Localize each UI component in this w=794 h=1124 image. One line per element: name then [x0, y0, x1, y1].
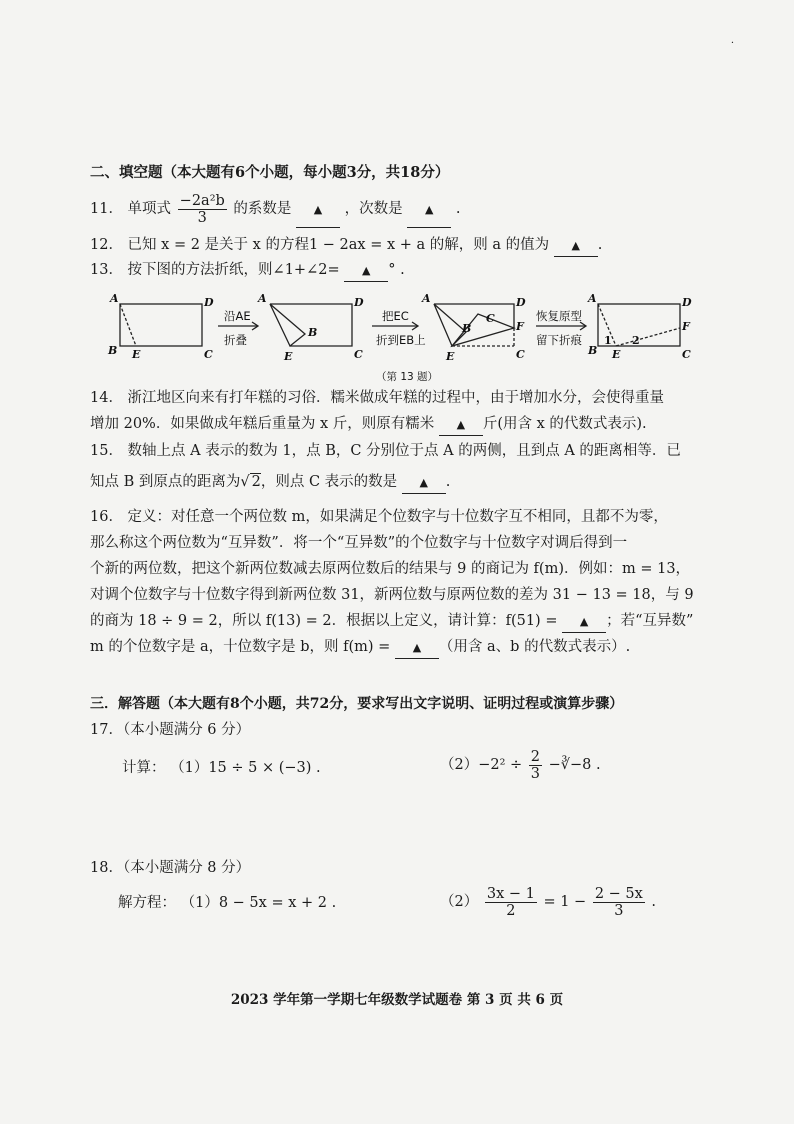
question-15-line2: 知点 B 到原点的距离为√ 2，则点 C 表示的数是 ▲ . — [90, 472, 450, 494]
fig-label-E4: E — [612, 348, 621, 361]
fig-label-A3: A — [422, 292, 431, 305]
question-16-line5 — [90, 611, 693, 633]
q18-fraction-1 — [485, 886, 537, 919]
fig-label-B1: B — [108, 344, 118, 357]
question-16-line4: 对调个位数字与十位数字得到新两位数 31，新两位数与原两位数的差为 31 − 13 = 18，与 9 — [90, 587, 694, 603]
q17-part1: （1）15 ÷ 5 × (−3) . — [170, 760, 321, 776]
fig-step1-top: 沿AE — [224, 309, 251, 323]
fig-panel3-outline — [434, 304, 514, 328]
q15-end: . — [445, 474, 451, 490]
fig-label-E2: E — [284, 350, 293, 363]
fig-step2-bottom: 折到EB上 — [376, 333, 426, 347]
fig-step3-top: 恢复原型 — [536, 309, 582, 323]
question-16-line2: 那么称这个两位数为“互异数”．将一个“互异数”的个位数字与十位数字对调后得到一 — [90, 535, 628, 551]
fig-panel2-outline — [270, 304, 352, 346]
q16-blank-2: ▲ — [395, 638, 439, 659]
q18-f2-num: 2 − 5x — [594, 885, 643, 902]
q11-frac-num: −2a²b — [179, 192, 225, 209]
question-16-line1: 16． 定义：对任意一个两位数 m，如果满足个位数字与十位数字互不相同，且都不为零， — [90, 509, 668, 525]
q17-part2 — [440, 745, 601, 785]
q18-body — [118, 888, 336, 918]
q11-end: . — [455, 201, 461, 217]
q18-part1: （1）8 − 5x = x + 2 . — [180, 895, 337, 911]
fig-label-D3: D — [516, 296, 526, 309]
q11-prefix: 11． 单项式 — [90, 201, 172, 217]
fig-label-D2: D — [354, 296, 364, 309]
q18-f1-den: 2 — [506, 902, 516, 919]
question-11 — [90, 192, 460, 226]
fig-label-D4: D — [682, 296, 692, 309]
q15-line2-b: ，则点 C 表示的数是 — [260, 474, 398, 490]
fig-label-E3: E — [446, 350, 455, 363]
question-14-line1: 14． 浙江地区向来有打年糕的习俗．糯米做成年糕的过程中，由于增加水分，会使得重量 — [90, 390, 665, 406]
fig-label-C1: C — [204, 348, 213, 361]
q18-part2-a: （2） — [440, 894, 479, 910]
fig-label-C3: C — [516, 348, 525, 361]
corner-mark: · — [730, 38, 734, 49]
fig-label-C4: C — [682, 348, 691, 361]
q17-frac-num: 2 — [530, 748, 541, 765]
q18-f1-num: 3x − 1 — [486, 885, 535, 902]
fig-step1-bottom: 折叠 — [224, 333, 247, 347]
section3-heading: 三．解答题（本大题有8个小题，共72分，要求写出文字说明、证明过程或演算步骤） — [90, 696, 624, 712]
q11-mid: 的系数是 — [233, 201, 292, 217]
fig-panel1-rect — [120, 304, 202, 346]
q12-blank: ▲ — [554, 236, 598, 257]
q12-text: 12． 已知 x = 2 是关于 x 的方程1 − 2ax = x + a 的解，则 a 的值为 — [90, 237, 550, 253]
fig-label-B3: B — [462, 322, 472, 335]
fig-panel4-crease2 — [616, 328, 680, 346]
fig-label-A1: A — [110, 292, 119, 305]
figure-13-folding-diagram — [100, 292, 700, 390]
q16-line6-a: m 的个位数字是 a，十位数字是 b，则 f(m) = — [90, 639, 391, 655]
q13-blank: ▲ — [344, 261, 388, 282]
question-16-line6 — [90, 637, 630, 659]
fig-label-C2: C — [354, 348, 363, 361]
q17-frac-den: 3 — [530, 765, 541, 782]
q17-part2-a: （2）−2² ÷ — [440, 757, 523, 773]
fig-label-E1: E — [132, 348, 141, 361]
q13-end: ° . — [388, 262, 405, 278]
fig-label-F4: F — [682, 320, 690, 333]
q18-part2 — [440, 880, 656, 924]
q14-blank: ▲ — [439, 415, 483, 436]
fig-label-D1: D — [204, 296, 214, 309]
q11-blank-2: ▲ — [407, 193, 451, 228]
fig-angle-2: 2 — [632, 334, 640, 347]
fig-angle-1: 1 — [604, 334, 612, 347]
q16-line5-b: ；若“互异数” — [606, 613, 694, 629]
question-13 — [90, 260, 405, 282]
fig-step3-bottom: 留下折痕 — [536, 333, 582, 347]
q18-fraction-2 — [593, 886, 645, 919]
q18-part2-end: . — [651, 894, 657, 910]
q11-mid2: ，次数是 — [344, 201, 403, 217]
question-14-line2 — [90, 414, 647, 436]
fig-panel1-crease — [120, 304, 136, 346]
q16-blank-1: ▲ — [562, 612, 606, 633]
q18-title: 18．（本小题满分 8 分） — [90, 860, 251, 876]
fig-label-A4: A — [588, 292, 597, 305]
q14-line2-b: 斤(用含 x 的代数式表示). — [482, 416, 647, 432]
q18-f2-den: 3 — [614, 902, 624, 919]
q18-part2-mid: = 1 − — [543, 894, 587, 910]
q15-blank: ▲ — [402, 473, 446, 494]
fig-caption: （第 13 题） — [376, 371, 439, 383]
q11-frac-den: 3 — [197, 209, 207, 226]
question-15-line1: 15． 数轴上点 A 表示的数为 1，点 B，C 分别位于点 A 的两侧，且到点 A 的距离相等．已 — [90, 443, 681, 459]
fig-panel2-fold — [270, 304, 305, 346]
q11-blank-1: ▲ — [296, 193, 340, 228]
q17-part2-b: −∛−8 . — [548, 757, 601, 773]
q11-fraction — [178, 193, 227, 226]
q18-label: 解方程： — [118, 895, 176, 911]
fig-label-B4: B — [588, 344, 598, 357]
q17-body — [122, 750, 321, 786]
question-16-line3: 个新的两位数，把这个新两位数减去原两位数后的结果与 9 的商记为 f(m)．例如：m = 13， — [90, 561, 691, 577]
fig-step2-top: 把EC — [382, 309, 409, 323]
q15-radicand: 2 — [251, 474, 261, 490]
q17-title: 17．（本小题满分 6 分） — [90, 722, 251, 738]
fig-label-A2: A — [258, 292, 267, 305]
q15-line2-a: 知点 B 到原点的距离为 — [90, 474, 241, 490]
q16-line6-b: （用含 a、b 的代数式表示）. — [438, 639, 631, 655]
q17-fraction — [529, 749, 542, 782]
section2-heading: 二、填空题（本大题有6个小题，每小题3分，共18分） — [90, 164, 450, 181]
fig-label-B2: B — [308, 326, 318, 339]
fig-label-F3: F — [516, 320, 524, 333]
q13-text: 13． 按下图的方法折纸，则∠1+∠2= — [90, 262, 340, 278]
q14-line2-a: 增加 20%．如果做成年糕后重量为 x 斤，则原有糯米 — [90, 416, 435, 432]
q17-label: 计算： — [122, 760, 166, 776]
q16-line5-a: 的商为 18 ÷ 9 = 2，所以 f(13) = 2．根据以上定义，请计算：f(51) = — [90, 613, 558, 629]
question-12 — [90, 235, 602, 257]
q12-end: . — [597, 237, 603, 253]
fig-label-C3-fold: C — [486, 312, 495, 325]
page-footer: 2023 学年第一学期七年级数学试题卷 第 3 页 共 6 页 — [230, 992, 564, 1008]
